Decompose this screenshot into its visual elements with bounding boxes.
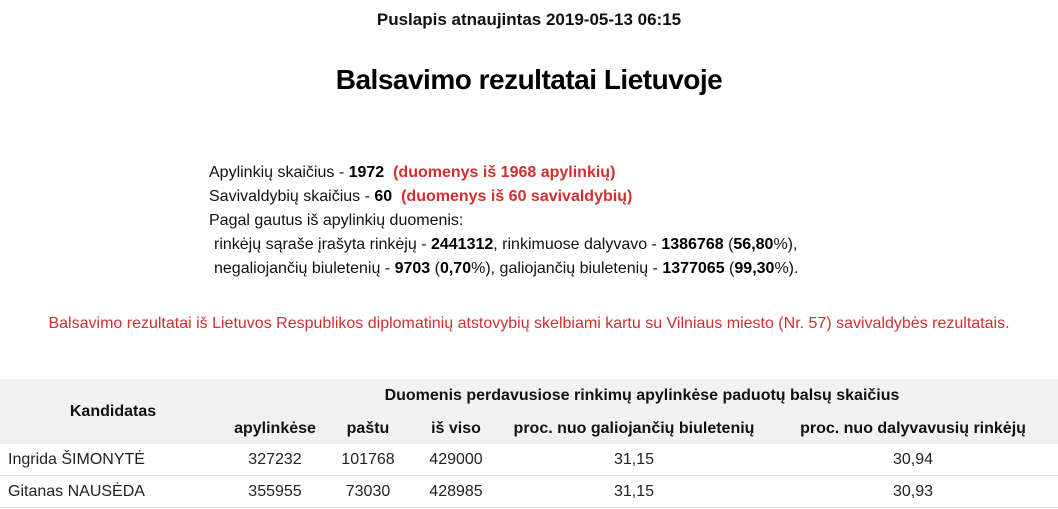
turnout-pct-open: ( [723, 236, 734, 253]
turnout-label: , rinkimuose dalyvavo - [493, 236, 662, 253]
stats-municipalities [209, 185, 798, 209]
municipalities-note: (duomenys iš 60 savivaldybių) [401, 188, 633, 205]
pct-voted: 30,93 [768, 476, 1058, 508]
votes-mail: 101768 [324, 444, 412, 476]
invalid-pct-close: %), galiojančių biuletenių - [471, 260, 663, 277]
turnout-value: 1386768 [661, 236, 724, 253]
pct-valid: 31,15 [500, 444, 768, 476]
turnout-pct: 56,80 [733, 236, 774, 253]
column-header-total: iš viso [412, 413, 500, 444]
valid-pct: 99,30 [734, 260, 775, 277]
page-title: Balsavimo rezultatai Lietuvoje [335, 64, 723, 95]
municipalities-label: Savivaldybių skaičius - [209, 188, 375, 205]
municipalities-value: 60 [374, 188, 393, 205]
votes-total: 428985 [412, 476, 500, 508]
table-header-row [0, 379, 1058, 413]
invalid-pct: 0,70 [439, 260, 472, 277]
stats-block [209, 161, 798, 281]
table-row [0, 476, 1058, 508]
valid-pct-open: ( [724, 260, 735, 277]
column-header-pct-voted: proc. nuo dalyvavusių rinkėjų [768, 413, 1058, 444]
turnout-pct-close: %), [773, 236, 798, 253]
page-updated-timestamp: Puslapis atnaujintas 2019-05-13 06:15 [376, 10, 682, 29]
column-header-district: apylinkėse [226, 413, 324, 444]
votes-mail: 73030 [324, 476, 412, 508]
voters-label: rinkėjų sąraše įrašyta rinkėjų - [214, 236, 431, 253]
invalid-label: negaliojančių biuletenių - [214, 260, 395, 277]
voters-value: 2441312 [430, 236, 494, 253]
pct-voted: 30,94 [768, 444, 1058, 476]
stats-districts [209, 161, 798, 185]
districts-label: Apylinkių skaičius - [209, 164, 349, 181]
districts-value: 1972 [348, 164, 385, 181]
votes-group-header: Duomenis perdavusiose rinkimų apylinkėse paduotų balsų skaičius [226, 379, 1058, 413]
candidate-column-header: Kandidatas [0, 379, 226, 444]
votes-total: 429000 [412, 444, 500, 476]
districts-note: (duomenys iš 1968 apylinkių) [393, 164, 616, 181]
valid-value: 1377065 [662, 260, 725, 277]
results-table [0, 379, 1058, 508]
votes-district: 355955 [226, 476, 324, 508]
table-row [0, 444, 1058, 476]
diplomatic-notice: Balsavimo rezultatai iš Lietuvos Respublikos diplomatinių atstovybių skelbiami kartu su Vilniaus miesto (Nr. 57) savivaldybės rezultatais. [48, 315, 1010, 332]
candidate-name: Ingrida ŠIMONYTĖ [0, 444, 226, 476]
stats-ballots-line [209, 257, 798, 281]
valid-pct-close: %). [774, 260, 799, 277]
column-header-mail: paštu [324, 413, 412, 444]
invalid-pct-open: ( [430, 260, 440, 277]
stats-voters-line [209, 233, 798, 257]
votes-district: 327232 [226, 444, 324, 476]
candidate-name: Gitanas NAUSĖDA [0, 476, 226, 508]
column-header-pct-valid: proc. nuo galiojančių biuletenių [500, 413, 768, 444]
invalid-value: 9703 [394, 260, 431, 277]
stats-intro: Pagal gautus iš apylinkių duomenis: [209, 212, 464, 229]
pct-valid: 31,15 [500, 476, 768, 508]
